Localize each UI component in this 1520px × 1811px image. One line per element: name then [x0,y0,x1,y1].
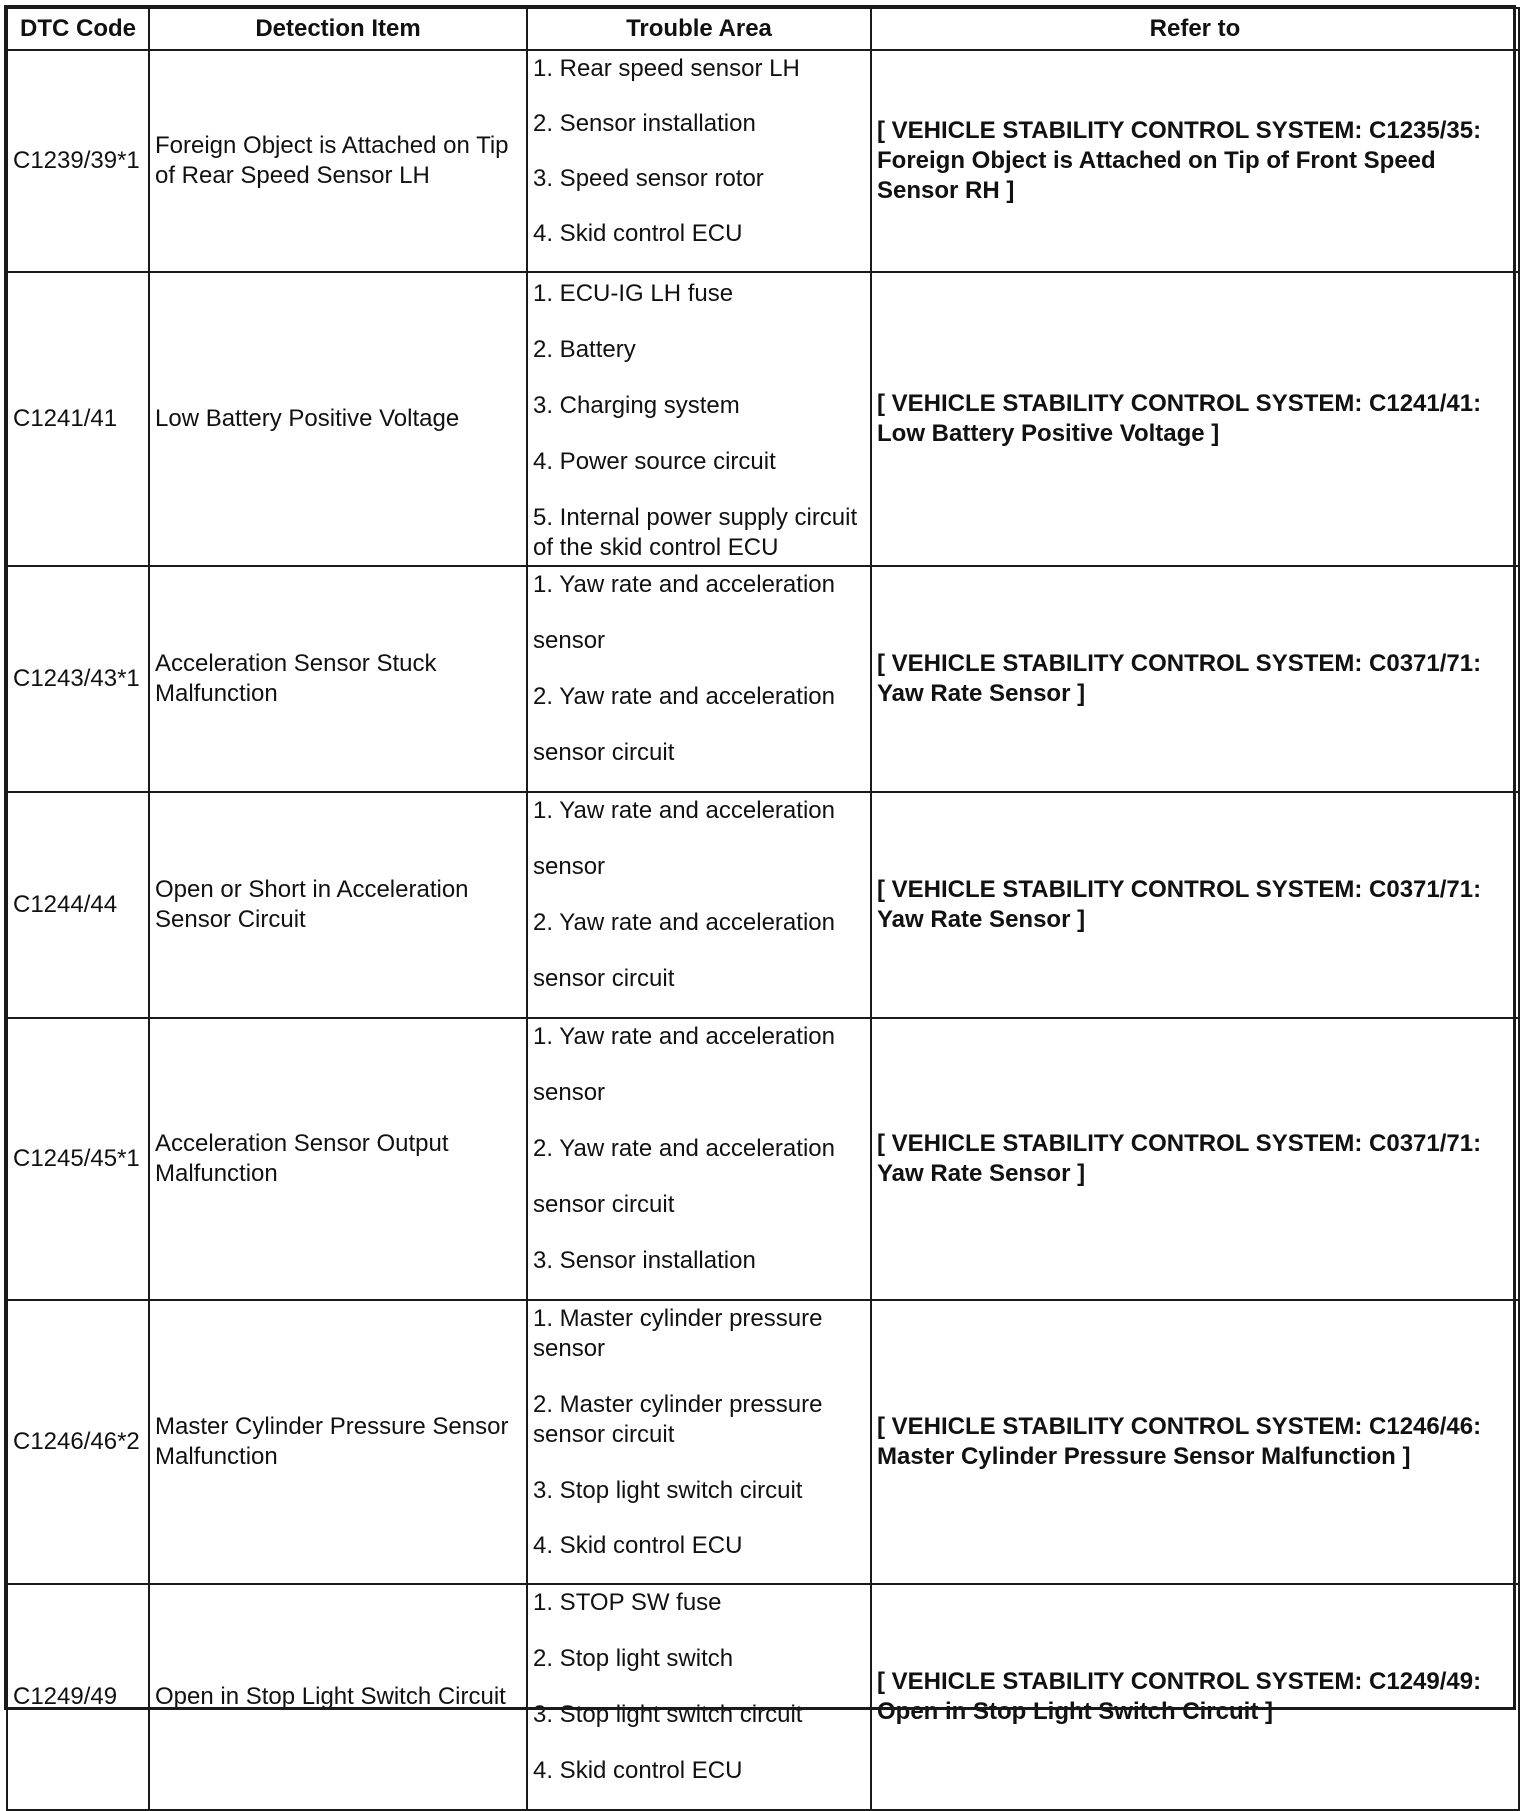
trouble-area-list [533,567,865,791]
trouble-area-item: sensor [533,1079,606,1106]
trouble-area-cell [527,50,871,272]
trouble-area-list [533,1301,865,1583]
table-row [7,792,1519,1018]
trouble-area-item: sensor [533,853,606,880]
trouble-area-item: 1. STOP SW fuse [533,1589,722,1616]
trouble-area-item: 2. Master cylinder pressure sensor circuit [533,1391,823,1448]
trouble-area-cell [527,1584,871,1810]
trouble-area-item: 3. Stop light switch circuit [533,1477,803,1504]
table-header [7,8,1519,50]
refer-to-cell: [ VEHICLE STABILITY CONTROL SYSTEM: C0371/71: Yaw Rate Sensor ] [871,566,1519,792]
table-row [7,1300,1519,1584]
trouble-area-item: 2. Yaw rate and acceleration [533,909,835,936]
trouble-area-cell [527,792,871,1018]
refer-to-cell: [ VEHICLE STABILITY CONTROL SYSTEM: C1235/35: Foreign Object is Attached on Tip of Front Speed Sensor RH ] [871,50,1519,272]
trouble-area-item: 3. Speed sensor rotor [533,165,764,192]
header-dtc-code: DTC Code [7,8,149,50]
table-row [7,50,1519,272]
trouble-area-list [533,1585,865,1809]
trouble-area-item: 4. Power source circuit [533,447,776,475]
trouble-area-item: 5. Internal power supply circuit of the skid control ECU [533,503,858,561]
trouble-area-item: 2. Sensor installation [533,110,756,137]
table-row [7,272,1519,566]
table-row [7,1018,1519,1300]
trouble-area-item: 2. Battery [533,335,636,363]
trouble-area-cell [527,566,871,792]
trouble-area-item: sensor circuit [533,1191,675,1218]
refer-to-cell: [ VEHICLE STABILITY CONTROL SYSTEM: C0371/71: Yaw Rate Sensor ] [871,1018,1519,1300]
trouble-area-item: 4. Skid control ECU [533,1757,743,1784]
dtc-code-cell: C1239/39*1 [7,50,149,272]
detection-item-cell: Open or Short in Acceleration Sensor Circuit [149,792,527,1018]
dtc-code-cell: C1244/44 [7,792,149,1018]
refer-to-cell: [ VEHICLE STABILITY CONTROL SYSTEM: C0371/71: Yaw Rate Sensor ] [871,792,1519,1018]
table-row [7,566,1519,792]
trouble-area-item: 1. ECU-IG LH fuse [533,279,734,307]
header-refer-to: Refer to [871,8,1519,50]
detection-item-cell: Foreign Object is Attached on Tip of Rear Speed Sensor LH [149,50,527,272]
trouble-area-item: 2. Yaw rate and acceleration [533,683,835,710]
trouble-area-item: 3. Charging system [533,391,740,419]
trouble-area-item: 1. Yaw rate and acceleration [533,797,835,824]
trouble-area-list [533,793,865,1017]
trouble-area-item: 2. Stop light switch [533,1645,734,1672]
refer-to-cell: [ VEHICLE STABILITY CONTROL SYSTEM: C1246/46: Master Cylinder Pressure Sensor Malfunction ] [871,1300,1519,1584]
header-row [7,8,1519,50]
trouble-area-item: sensor circuit [533,739,675,766]
refer-to-cell: [ VEHICLE STABILITY CONTROL SYSTEM: C1249/49: Open in Stop Light Switch Circuit ] [871,1584,1519,1810]
refer-to-cell: [ VEHICLE STABILITY CONTROL SYSTEM: C1241/41: Low Battery Positive Voltage ] [871,272,1519,566]
trouble-area-cell [527,1018,871,1300]
trouble-area-item: 4. Skid control ECU [533,220,743,247]
trouble-area-item: 2. Yaw rate and acceleration [533,1135,835,1162]
trouble-area-item: 1. Rear speed sensor LH [533,55,800,82]
detection-item-cell: Open in Stop Light Switch Circuit [149,1584,527,1810]
trouble-area-item: 3. Stop light switch circuit [533,1701,803,1728]
detection-item-cell: Low Battery Positive Voltage [149,272,527,566]
dtc-code-cell: C1243/43*1 [7,566,149,792]
header-trouble-area: Trouble Area [527,8,871,50]
trouble-area-item: 1. Yaw rate and acceleration [533,1023,835,1050]
trouble-area-list [533,276,865,563]
detection-item-cell: Master Cylinder Pressure Sensor Malfunction [149,1300,527,1584]
trouble-area-item: sensor [533,627,606,654]
dtc-table [6,7,1520,1811]
trouble-area-item: 3. Sensor installation [533,1247,756,1274]
dtc-code-cell: C1241/41 [7,272,149,566]
header-detection-item: Detection Item [149,8,527,50]
dtc-code-cell: C1249/49 [7,1584,149,1810]
trouble-area-item: sensor circuit [533,965,675,992]
trouble-area-list [533,1019,865,1299]
trouble-area-item: 1. Yaw rate and acceleration [533,571,835,598]
table-body [7,50,1519,1810]
trouble-area-list [533,51,865,271]
dtc-code-cell: C1245/45*1 [7,1018,149,1300]
trouble-area-cell [527,1300,871,1584]
trouble-area-item: 4. Skid control ECU [533,1532,743,1559]
trouble-area-item: 1. Master cylinder pressure sensor [533,1305,823,1362]
dtc-code-cell: C1246/46*2 [7,1300,149,1584]
detection-item-cell: Acceleration Sensor Output Malfunction [149,1018,527,1300]
trouble-area-cell [527,272,871,566]
table-row [7,1584,1519,1810]
detection-item-cell: Acceleration Sensor Stuck Malfunction [149,566,527,792]
